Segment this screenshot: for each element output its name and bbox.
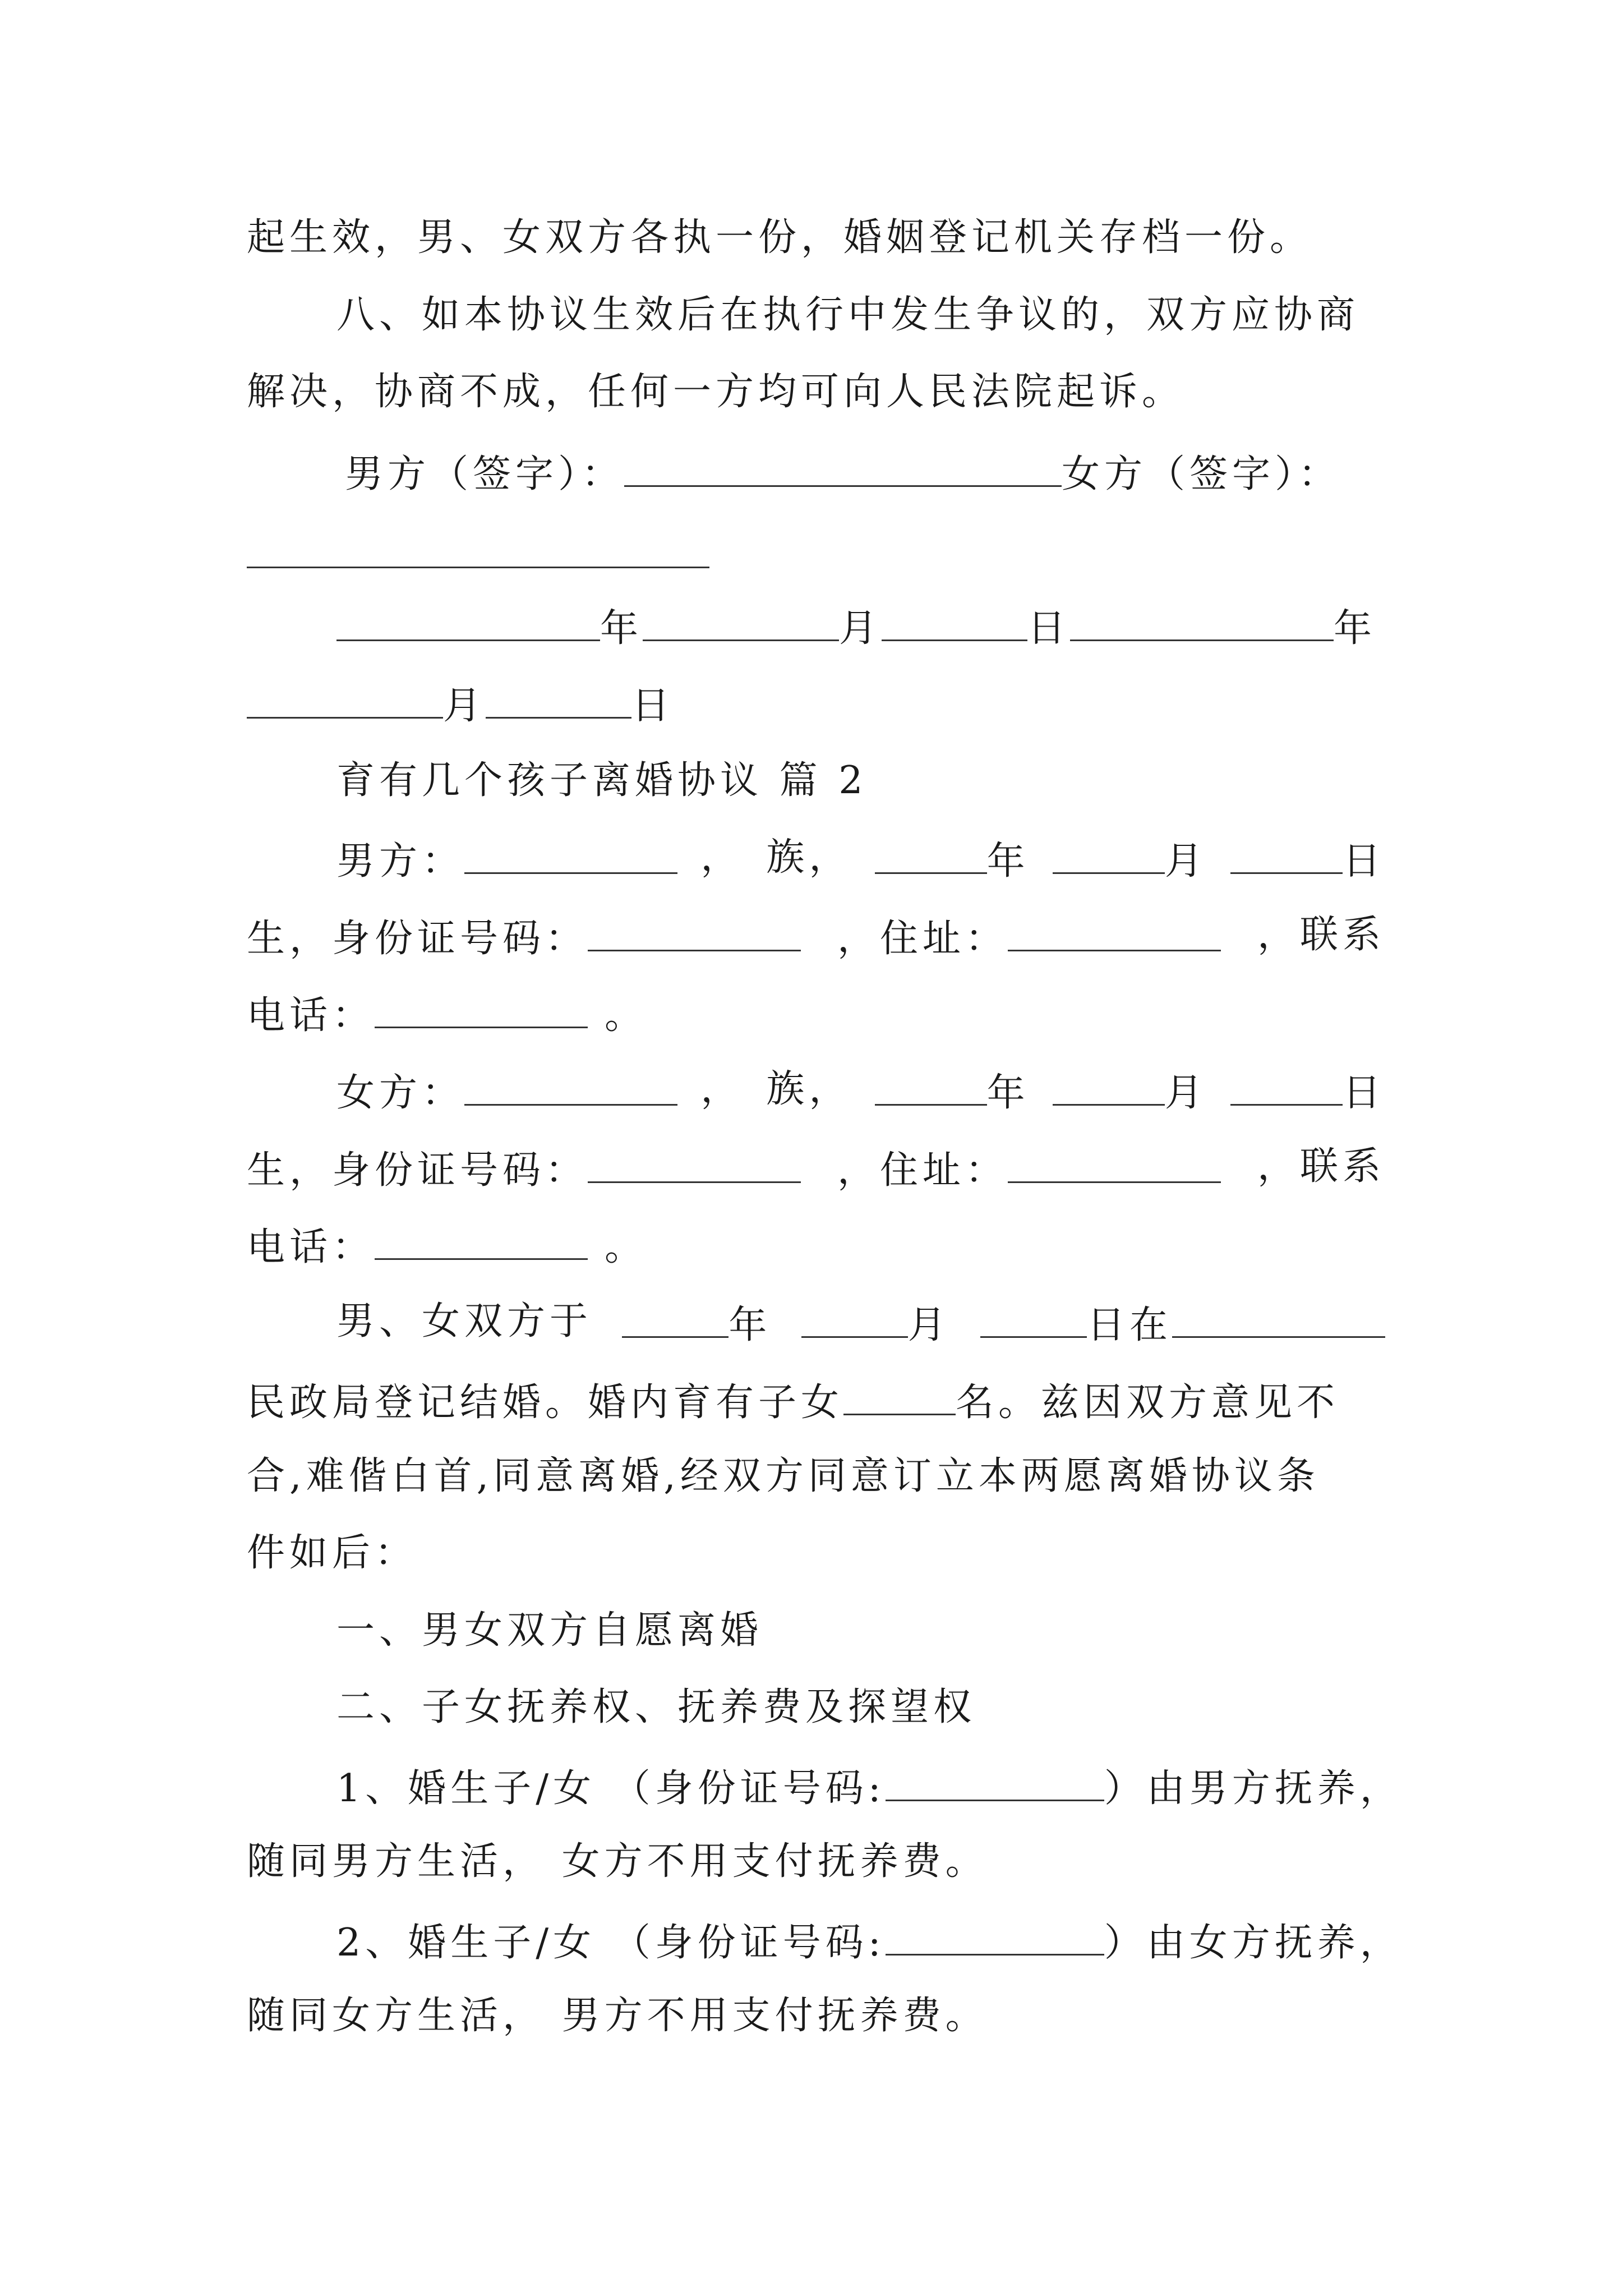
female-birth-day-field[interactable] (1230, 1070, 1343, 1106)
male-birth-day-field[interactable] (1230, 839, 1343, 874)
male-id-field[interactable] (588, 916, 801, 951)
marriage-line-3: 合,难偕白首,同意离婚,经双方同意订立本两愿离婚协议条 (247, 1454, 1320, 1498)
marriage-year-field[interactable] (622, 1303, 728, 1338)
male-signature-label: 男方（签字）： (345, 452, 625, 496)
female-info-line-1: 女方： ， 族， 年 月 日 (336, 1067, 1385, 1115)
custody-1-line-2: 随同男方生活， 女方不用支付抚养费。 (247, 1839, 988, 1884)
custody-1-line-1: 1、婚生子/女 （身份证号码: ）由男方抚养， (336, 1766, 1403, 1811)
text-line: 起生效，男、女双方各执一份，婚姻登记机关存档一份。 (247, 215, 1313, 260)
male-address-field[interactable] (1008, 916, 1221, 951)
male-info-line-2: 生，身份证号码： ，住址： ，联系 (247, 913, 1385, 961)
children-count-field[interactable] (843, 1380, 956, 1415)
female-info-line-2: 生，身份证号码： ，住址： ，联系 (247, 1144, 1385, 1193)
female-birth-month-field[interactable] (1053, 1070, 1165, 1106)
marriage-place-field[interactable] (1172, 1303, 1385, 1338)
male-info-line-1: 男方： ， 族， 年 月 日 (336, 835, 1385, 884)
marriage-day-field[interactable] (980, 1303, 1087, 1338)
clause-8-line-1: 八、如本协议生效后在执行中发生争议的，双方应协商 (336, 293, 1360, 337)
female-signature-field[interactable] (247, 567, 709, 568)
child-2-id-field[interactable] (886, 1920, 1104, 1955)
date-line-1: 年 月 日 年 (336, 606, 1391, 648)
female-id-field[interactable] (588, 1148, 801, 1183)
month-field-2[interactable] (247, 683, 443, 719)
clause-8-line-2: 解决，协商不成，任何一方均可向人民法院起诉。 (247, 370, 1185, 414)
year-field[interactable] (336, 606, 600, 641)
marriage-month-field[interactable] (801, 1303, 908, 1338)
male-birth-year-field[interactable] (875, 839, 987, 874)
female-name-field[interactable] (464, 1070, 677, 1106)
child-1-id-field[interactable] (886, 1766, 1104, 1801)
section-title: 育有几个孩子离婚协议 篇 2 (336, 758, 868, 803)
item-2: 二、子女抚养权、抚养费及探望权 (336, 1685, 976, 1729)
marriage-line-4: 件如后： (247, 1531, 418, 1575)
female-phone-field[interactable] (375, 1225, 588, 1260)
month-field[interactable] (643, 606, 839, 641)
year-field-2[interactable] (1070, 606, 1334, 641)
marriage-line-2: 民政局登记结婚。婚内育有子女 名。兹因双方意见不 (247, 1381, 1340, 1425)
day-field[interactable] (882, 606, 1027, 641)
male-signature-field[interactable] (624, 452, 1062, 487)
marriage-line-1: 男、女双方于 年 月 日在 (336, 1303, 1385, 1345)
male-phone-field[interactable] (375, 993, 588, 1028)
female-address-field[interactable] (1008, 1148, 1221, 1183)
male-birth-month-field[interactable] (1053, 839, 1165, 874)
custody-2-line-1: 2、婚生子/女 （身份证号码: ）由女方抚养， (336, 1921, 1403, 1965)
female-birth-year-field[interactable] (875, 1070, 987, 1106)
custody-2-line-2: 随同女方生活， 男方不用支付抚养费。 (247, 1994, 988, 2038)
date-line-2: 月 日 (247, 683, 1385, 725)
signature-line (345, 452, 1385, 494)
item-1: 一、男女双方自愿离婚 (336, 1608, 763, 1653)
male-name-field[interactable] (464, 839, 677, 874)
male-info-line-3: 电话： 。 (247, 993, 648, 1038)
female-signature-label: 女方（签字）： (1062, 452, 1341, 496)
day-field-2[interactable] (486, 683, 631, 719)
female-info-line-3: 电话： 。 (247, 1225, 648, 1269)
